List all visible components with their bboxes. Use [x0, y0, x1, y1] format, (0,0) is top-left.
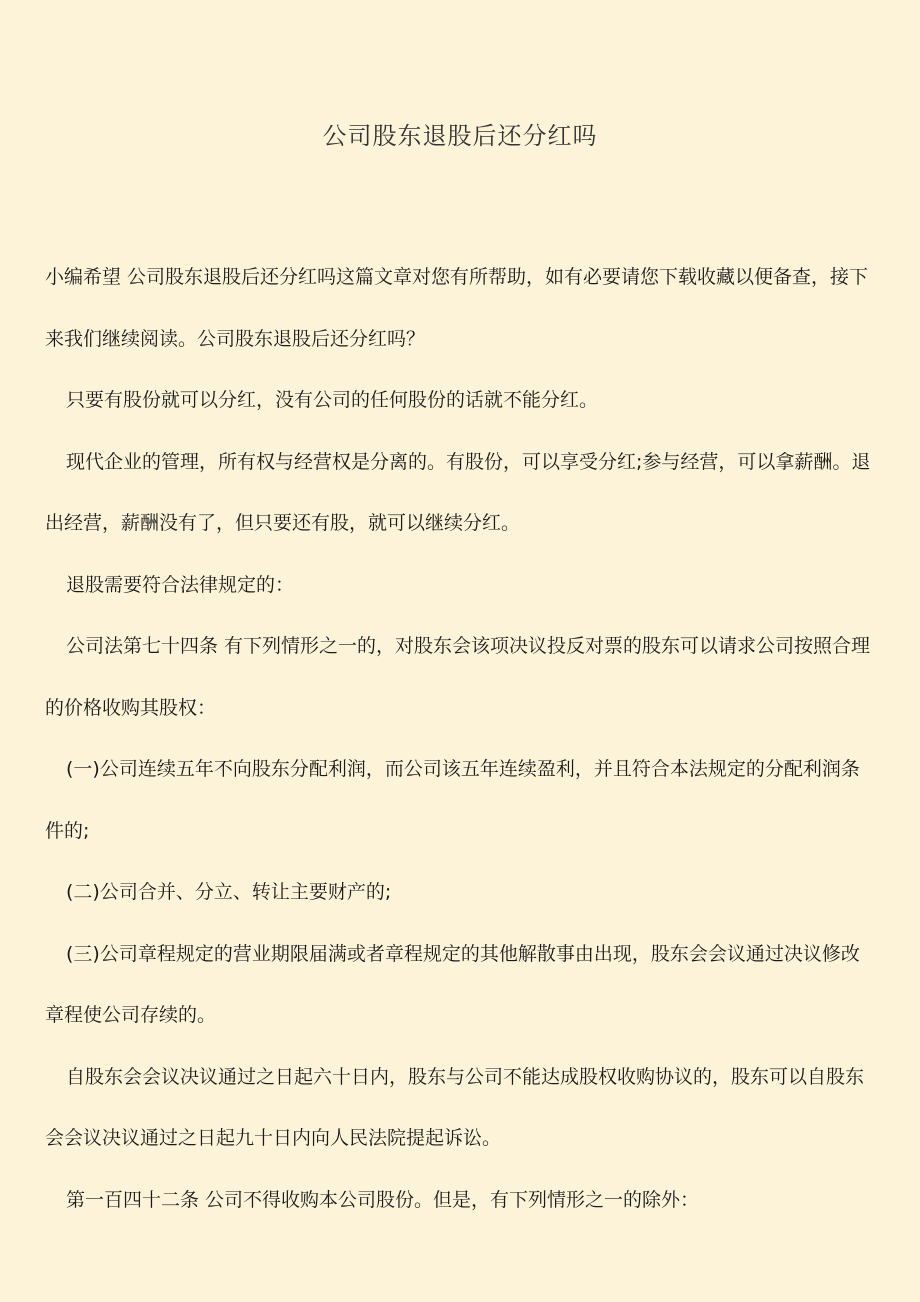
paragraph: 现代企业的管理，所有权与经营权是分离的。有股份，可以享受分红;参与经营，可以拿薪酬。退出经营，薪酬没有了，但只要还有股，就可以继续分红。: [45, 450, 871, 534]
list-item: (二)公司合并、分立、转让主要财产的;: [66, 881, 392, 903]
paragraph-intro: 小编希望 公司股东退股后还分红吗这篇文章对您有所帮助，如有必要请您下载收藏以便备查，接下来我们继续阅读。公司股东退股后还分红吗？: [45, 266, 869, 350]
list-item: (一)公司连续五年不向股东分配利润，而公司该五年连续盈利，并且符合本法规定的分配利润条件的;: [45, 758, 860, 842]
list-item: (三)公司章程规定的营业期限届满或者章程规定的其他解散事由出现，股东会会议通过决议修改章程使公司存续的。: [45, 942, 860, 1026]
paragraph: 只要有股份就可以分红，没有公司的任何股份的话就不能分红。: [66, 389, 599, 411]
paragraph: 退股需要符合法律规定的：: [66, 573, 295, 596]
paragraph: 自股东会会议决议通过之日起六十日内，股东与公司不能达成股权收购协议的，股东可以自股东会会议决议通过之日起九十日内向人民法院提起诉讼。: [45, 1065, 865, 1149]
document-title: 公司股东退股后还分红吗: [322, 122, 598, 150]
paragraph: 公司法第七十四条 有下列情形之一的，对股东会该项决议投反对票的股东可以请求公司按照合理的价格收购其股权：: [45, 635, 871, 719]
document-body: [45, 247, 877, 1231]
paragraph: 第一百四十二条 公司不得收购本公司股份。但是，有下列情形之一的除外：: [66, 1188, 700, 1211]
